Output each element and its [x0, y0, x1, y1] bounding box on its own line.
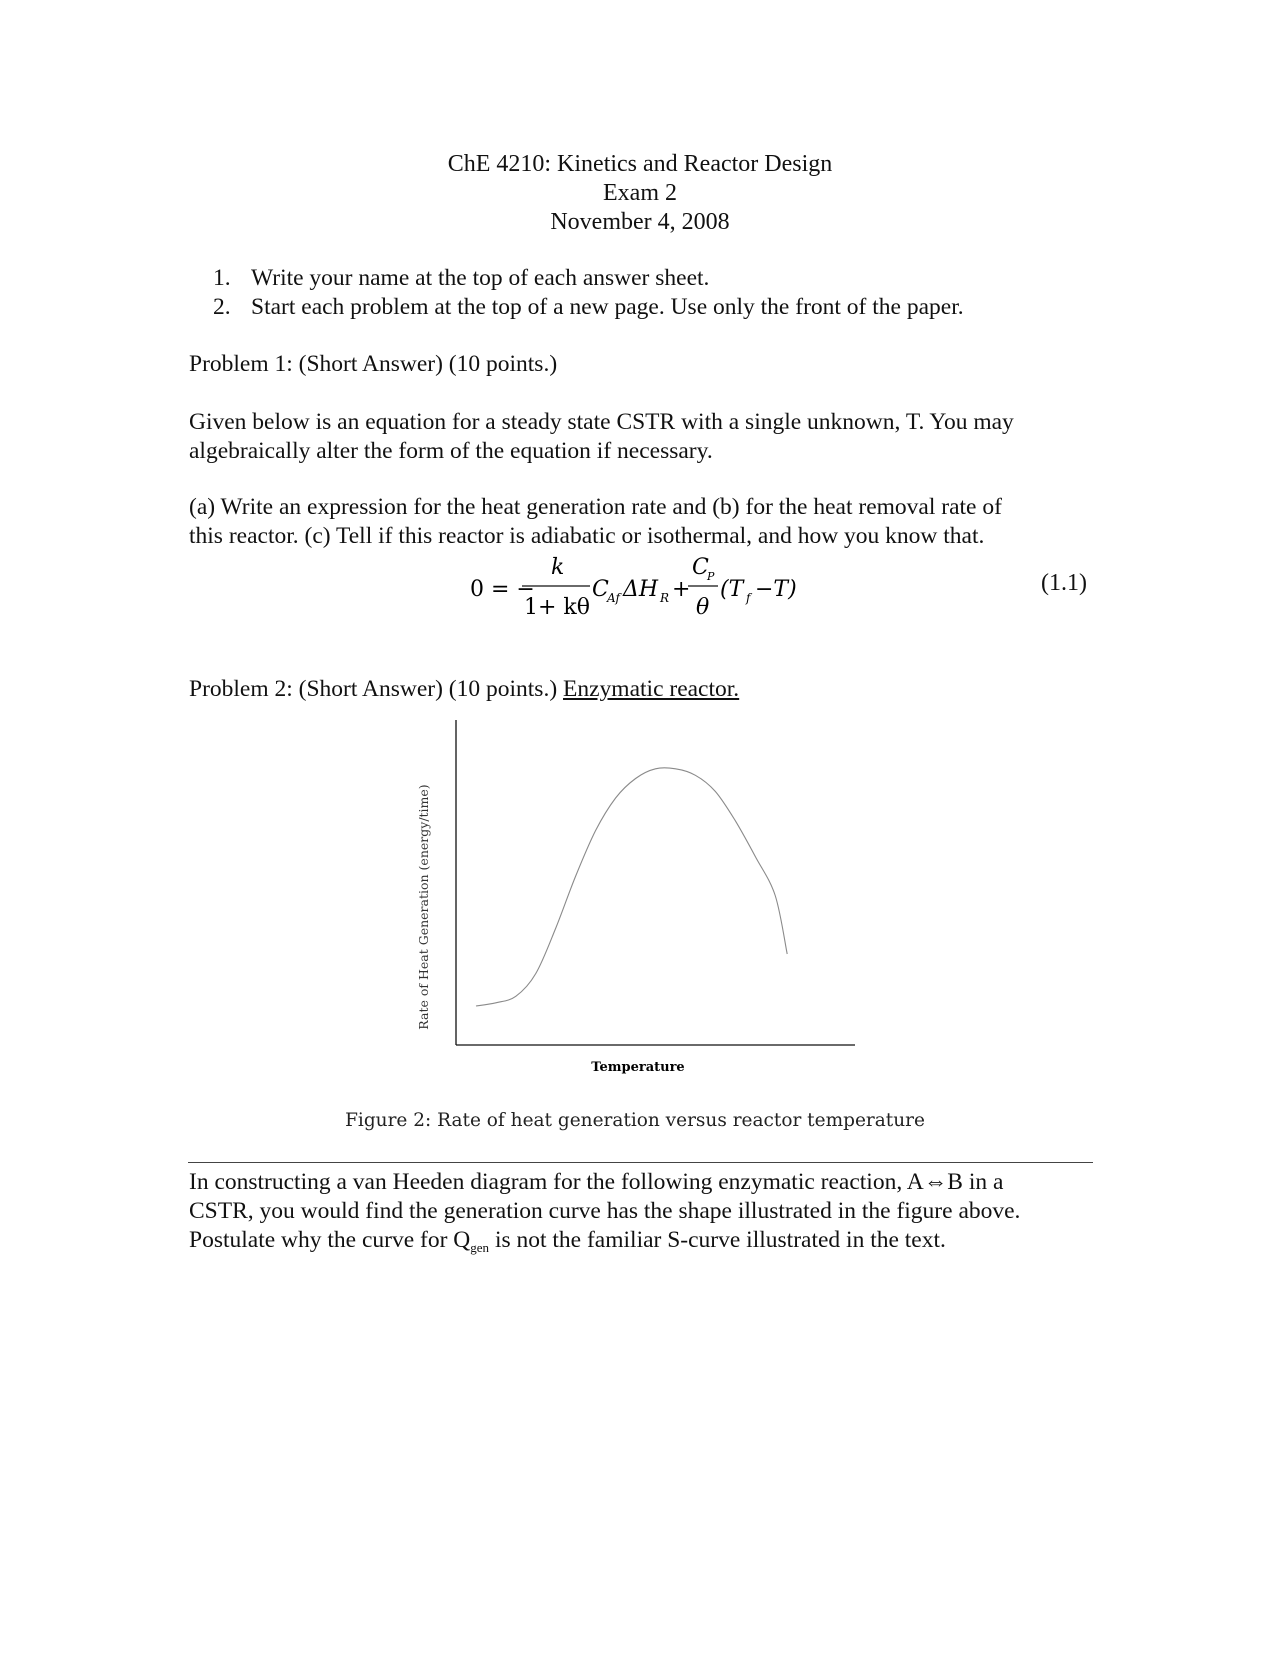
problem2-body — [189, 1168, 1089, 1262]
instructions-list — [213, 264, 964, 322]
problem1-task — [189, 493, 1089, 551]
problem1-intro-line: Given below is an equation for a steady state CSTR with a single unknown, T. You may — [189, 409, 1014, 435]
problem1-intro — [189, 408, 1089, 466]
exam-number: Exam 2 — [603, 180, 677, 206]
eq-temp-feed-subscript: f — [746, 591, 751, 605]
eq-frac1-denominator: 1+ kθ — [524, 595, 590, 620]
equation-number: (1.1) — [1041, 570, 1087, 596]
problem2-topic: Enzymatic reactor. — [563, 676, 740, 702]
problem2-body-line: In constructing a van Heeden diagram for the following enzymatic reaction, A⇔B in a — [189, 1169, 1004, 1195]
problem1-heading: Problem 1: (Short Answer) (10 points.) — [189, 351, 558, 377]
eq-frac2-denominator: θ — [696, 595, 710, 620]
eq-conc-subscript: Af — [607, 591, 620, 605]
problem2-body-text: Postulate why the curve for Q — [189, 1227, 471, 1253]
eq-conc-symbol: C — [592, 577, 609, 602]
eq-temp-close: −T) — [755, 577, 797, 602]
equation-1-1 — [460, 553, 820, 623]
eq-enthalpy-symbol: ΔH — [623, 577, 659, 602]
divider-rule — [188, 1162, 1093, 1163]
x-axis-label: Temperature — [591, 1060, 685, 1075]
figure-caption: Figure 2: Rate of heat generation versus reactor temperature — [345, 1110, 925, 1131]
course-title: ChE 4210: Kinetics and Reactor Design — [447, 151, 833, 177]
problem1-task-line: this reactor. (c) Tell if this reactor is adiabatic or isothermal, and how you know that. — [189, 523, 985, 549]
eq-plus: + — [672, 577, 691, 602]
instruction-text: Start each problem at the top of a new page. Use only the front of the paper. — [251, 294, 964, 320]
instruction-number: 2. — [213, 294, 231, 320]
eq-temp-feed: (T — [720, 577, 744, 602]
eq-lhs: 0 = − — [470, 577, 535, 602]
instruction-text: Write your name at the top of each answer sheet. — [251, 265, 710, 291]
problem2-body-line: CSTR, you would find the generation curve has the shape illustrated in the figure above. — [189, 1198, 1021, 1224]
y-axis-label: Rate of Heat Generation (energy/time) — [416, 784, 431, 1030]
problem1-intro-line: algebraically alter the form of the equation if necessary. — [189, 438, 713, 464]
instruction-item — [213, 264, 964, 293]
eq-frac1-numerator: k — [551, 555, 565, 580]
problem2-body-line — [189, 1226, 1089, 1262]
exam-date: November 4, 2008 — [550, 209, 730, 235]
problem2-body-text: is not the familiar S-curve illustrated in the text. — [489, 1227, 946, 1253]
qgen-subscript: gen — [470, 1240, 490, 1255]
problem1-task-line: (a) Write an expression for the heat generation rate and (b) for the heat removal rate of — [189, 494, 1002, 520]
exam-header — [0, 150, 1280, 237]
series-line-qgen — [476, 768, 787, 1006]
eq-enthalpy-subscript: R — [660, 591, 670, 605]
eq-frac2-subscript: P — [707, 570, 715, 583]
instruction-item — [213, 293, 964, 322]
eq-frac2-numerator: C — [692, 555, 709, 580]
instruction-number: 1. — [213, 265, 231, 291]
problem2-heading-text: Problem 2: (Short Answer) (10 points.) — [189, 676, 564, 702]
figure-2-chart — [430, 715, 860, 1085]
problem2-heading — [189, 675, 1089, 704]
